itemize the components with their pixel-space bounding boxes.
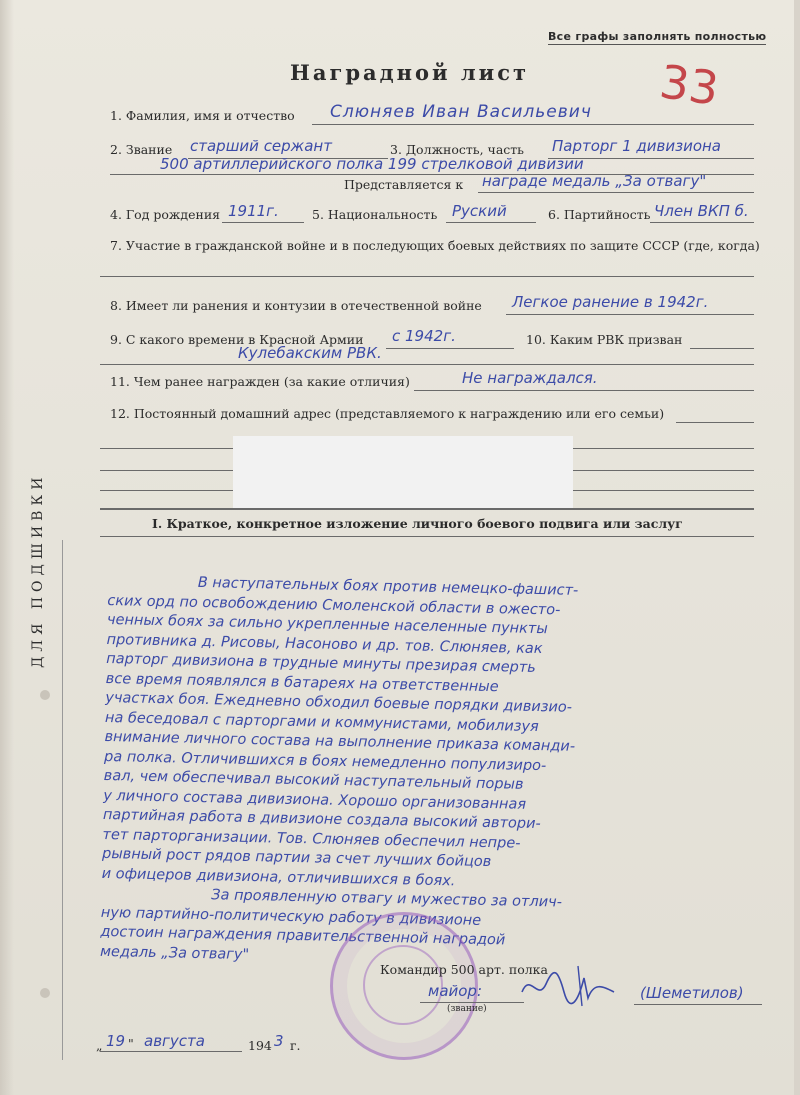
citation-line: и офицеров дивизиона, отличившихся в боях. — [101, 865, 456, 889]
citation-line: ченных боях за сильно укрепленные населенные пункты — [106, 611, 548, 638]
field-birth-year-label: 4. Год рождения — [110, 207, 221, 222]
citation-line: тет парторганизации. Тов. Слюняев обеспечил непре- — [102, 826, 521, 852]
field-wounds-label: 8. Имеет ли ранения и контузии в отечественной войне — [110, 298, 482, 313]
date-year-digit: 3 — [274, 1032, 284, 1050]
citation-text — [100, 572, 788, 976]
citation-line: ра полка. Отличившихся в боях немедленно популизиро- — [103, 748, 547, 774]
field-nationality-value: Руский — [452, 202, 507, 220]
citation-line: рывный рост рядов партии за счет лучших бойцов — [101, 845, 492, 871]
commander-signature — [518, 962, 618, 1012]
citation-line: внимание личного состава на выполнение приказа команди- — [104, 728, 576, 755]
field-presented-label: Представляется к — [344, 177, 464, 192]
field-prior-awards-value: Не награждался. — [462, 369, 598, 387]
page-edge-right — [794, 0, 800, 1095]
date-day: 19 — [106, 1032, 126, 1050]
field-party-value: Член ВКП б. — [654, 202, 749, 220]
field-civil-war-label: 7. Участие в гражданской войне и в последующих боевых действиях по защите СССР (где, когда) — [110, 238, 760, 253]
field-civil-war-line — [100, 276, 754, 277]
citation-line: достоин награждения правительственной наградой — [100, 923, 506, 949]
field-name-line — [312, 124, 754, 125]
field-nationality-label: 5. Национальность — [312, 207, 438, 222]
punch-hole-upper — [40, 690, 50, 700]
field-name-value: Слюняев Иван Васильевич — [330, 102, 592, 122]
commander-label: Командир 500 арт. полка — [380, 962, 548, 977]
field-address-line-1 — [676, 422, 754, 423]
field-prior-awards-label: 11. Чем ранее награжден (за какие отличия) — [110, 374, 410, 389]
date-month: августа — [144, 1032, 205, 1050]
address-redaction — [233, 436, 573, 508]
field-birth-year-value: 1911г. — [228, 202, 279, 220]
page-number: 33 — [656, 54, 723, 116]
commander-rank-line — [420, 1002, 524, 1003]
binding-margin-line — [62, 540, 63, 1060]
field-presented-line — [478, 192, 754, 193]
field-nationality-line — [446, 222, 536, 223]
citation-line: противника д. Рисовы, Насоново и др. тов. Слюняев, как — [106, 631, 543, 657]
field-rvk-label: 10. Каким РВК призван — [526, 332, 683, 347]
citation-line: парторг дивизиона в трудные минуты презирая смерть — [106, 650, 536, 676]
field-prior-awards-line — [414, 390, 754, 391]
field-rank-value: старший сержант — [190, 137, 332, 155]
citation-line: партийная работа в дивизионе создала высокий автори- — [102, 806, 541, 833]
date-year-prefix: 194 — [248, 1038, 272, 1053]
citation-line: вал, чем обеспечивал высокий наступательный порыв — [103, 767, 524, 793]
section-title: I. Краткое, конкретное изложение личного боевого подвига или заслуг — [152, 516, 683, 531]
fill-all-note: Все графы заполнять полностью — [548, 30, 767, 43]
date-line — [100, 1051, 242, 1052]
field-presented-value: награде медаль „За отвагу" — [482, 172, 707, 190]
field-address-label: 12. Постоянный домашний адрес (представляемого к награждению или его семьи) — [110, 406, 665, 421]
page-edge-left — [0, 0, 14, 1095]
field-position-value-2: 500 артиллерийского полка 199 стрелковой дивизии — [160, 155, 584, 173]
commander-name-line — [634, 1004, 762, 1005]
citation-line: на беседовал с парторгами и коммунистами, мобилизуя — [104, 709, 539, 735]
field-wounds-value: Легкое ранение в 1942г. — [512, 293, 709, 311]
citation-line: медаль „За отвагу" — [99, 943, 250, 963]
citation-line: ную партийно-политическую работу в дивизионе — [100, 904, 482, 929]
field-army-since-line — [386, 348, 514, 349]
section-top-rule — [100, 508, 754, 510]
citation-line: все время появлялся в батареях на ответственные — [105, 670, 499, 695]
field-rank-label: 2. Звание — [110, 142, 173, 157]
field-birth-year-line — [222, 222, 304, 223]
commander-rank: майор: — [428, 982, 483, 1000]
document-title: Наградной лист — [290, 60, 530, 85]
binding-margin-caption: ДЛЯ ПОДШИВКИ — [30, 472, 46, 668]
field-rvk-line-1 — [690, 348, 754, 349]
date-suffix: г. — [290, 1038, 301, 1053]
field-position-label: 3. Должность, часть — [390, 142, 524, 157]
citation-line: ских орд по освобождению Смоленской области в ожесто- — [107, 592, 561, 618]
field-wounds-line — [506, 314, 754, 315]
field-rvk-value: Кулебакским РВК. — [238, 344, 382, 362]
date-open-mark: „ — [96, 1038, 103, 1053]
citation-line: За проявленную отвагу и мужество за отлич- — [211, 887, 563, 911]
commander-rank-note: (звание) — [447, 1004, 487, 1014]
citation-line: у личного состава дивизиона. Хорошо организованная — [103, 787, 527, 813]
commander-name: (Шеметилов) — [640, 984, 744, 1002]
date-close-mark: " — [128, 1036, 134, 1051]
section-bottom-rule — [100, 536, 754, 537]
field-rvk-line-2 — [100, 364, 754, 365]
field-party-label: 6. Партийность — [548, 207, 651, 222]
citation-line: участках боя. Ежедневно обходил боевые порядки дивизио- — [105, 689, 573, 716]
field-name-label: 1. Фамилия, имя и отчество — [110, 108, 295, 123]
citation-line: В наступательных боях против немецко-фашист- — [197, 574, 579, 599]
field-party-line — [650, 222, 754, 223]
field-position-value-1: Парторг 1 дивизиона — [552, 137, 721, 155]
field-army-since-label: 9. С какого времени в Красной Армии — [110, 332, 364, 347]
field-army-since-value: с 1942г. — [392, 327, 456, 345]
punch-hole-lower — [40, 988, 50, 998]
